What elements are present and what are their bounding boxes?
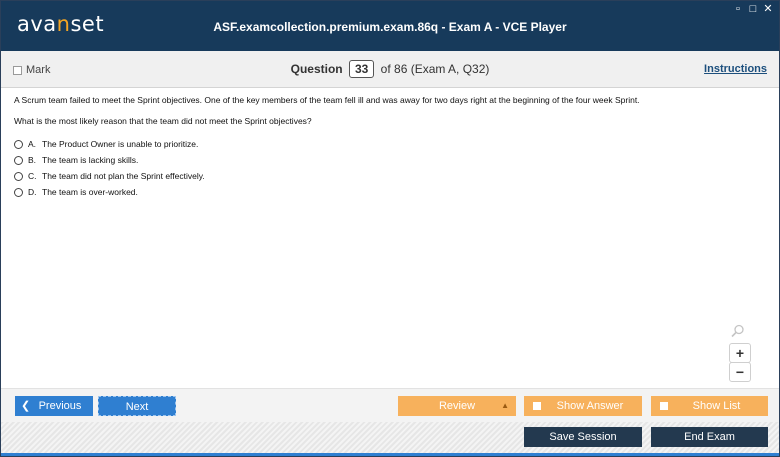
- answer-option-d[interactable]: [14, 184, 764, 200]
- option-letter: B.: [28, 155, 37, 165]
- window-controls: [733, 4, 773, 15]
- review-label: Review: [438, 400, 476, 412]
- show-answer-label: Show Answer: [556, 400, 624, 412]
- option-letter: D.: [28, 187, 37, 197]
- show-list-button[interactable]: [651, 396, 768, 416]
- zoom-in-button[interactable]: +: [729, 343, 751, 363]
- question-number-input[interactable]: 33: [349, 60, 374, 78]
- question-content: [14, 94, 764, 200]
- zoom-out-button[interactable]: −: [729, 362, 751, 382]
- next-button[interactable]: [98, 396, 176, 416]
- maximize-icon[interactable]: □: [749, 3, 757, 15]
- show-list-label: Show List: [692, 400, 741, 412]
- minimize-icon[interactable]: ▫: [736, 3, 740, 15]
- save-session-button[interactable]: Save Session: [524, 427, 642, 447]
- answer-option-c[interactable]: [14, 168, 764, 184]
- checkbox-icon: [533, 402, 541, 410]
- radio-icon[interactable]: [14, 188, 23, 197]
- next-label: Next: [125, 401, 149, 413]
- avanset-logo: avanset: [17, 12, 105, 36]
- question-total: of 86 (Exam A, Q32): [380, 62, 490, 76]
- bottom-accent-strip: [1, 453, 779, 456]
- option-text: The team did not plan the Sprint effectively.: [42, 171, 205, 181]
- radio-icon[interactable]: [14, 172, 23, 181]
- question-header: [1, 51, 779, 88]
- window-title: ASF.examcollection.premium.exam.86q - Exam A - VCE Player: [213, 20, 567, 34]
- question-text: A Scrum team failed to meet the Sprint objectives. One of the key members of the team fell ill and was away for two days right at the beginning of the four week Sprint.: [14, 95, 640, 105]
- radio-icon[interactable]: [14, 156, 23, 165]
- previous-button[interactable]: [15, 396, 93, 416]
- triangle-up-icon: ▲: [501, 401, 509, 410]
- question-counter: [1, 60, 779, 78]
- option-letter: C.: [28, 171, 37, 181]
- title-bar: [1, 1, 779, 51]
- close-icon[interactable]: ✕: [763, 3, 773, 15]
- question-prompt: What is the most likely reason that the team did not meet the Sprint objectives?: [14, 116, 312, 126]
- answer-option-a[interactable]: [14, 136, 764, 152]
- option-text: The team is lacking skills.: [42, 155, 139, 165]
- navigation-bar: [1, 388, 779, 422]
- option-text: The team is over-worked.: [42, 187, 138, 197]
- review-button[interactable]: [398, 396, 516, 416]
- chevron-left-icon: ❮: [21, 400, 31, 412]
- end-exam-button[interactable]: End Exam: [651, 427, 768, 447]
- show-answer-button[interactable]: [524, 396, 642, 416]
- radio-icon[interactable]: [14, 140, 23, 149]
- question-label: Question: [290, 62, 343, 76]
- mark-label: Mark: [26, 64, 51, 76]
- option-letter: A.: [28, 139, 37, 149]
- answer-option-b[interactable]: [14, 152, 764, 168]
- option-text: The Product Owner is unable to prioritize.: [42, 139, 199, 149]
- previous-label: Previous: [38, 400, 82, 412]
- zoom-search-icon: [731, 324, 745, 341]
- footer-bar: [1, 422, 779, 456]
- checkbox-icon: [660, 402, 668, 410]
- instructions-link[interactable]: Instructions: [704, 63, 767, 75]
